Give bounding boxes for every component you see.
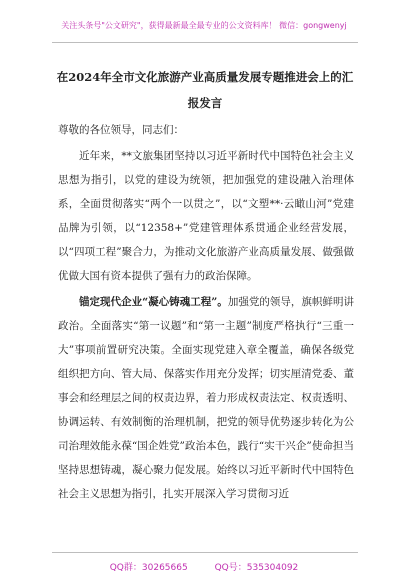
salutation: 尊敬的各位领导，同志们： [58, 124, 184, 136]
paragraph-section-1 [58, 290, 354, 506]
footer [0, 560, 408, 573]
header-divider [52, 42, 358, 43]
section-1-body: 加强党的领导，旗帜鲜明讲政治。全面落实“第一议题”和“第一主题”制度严格执行“三重一大”事项前置研究决策。全面实现党建入章全覆盖，确保各级党组织把方向、管大局、保落实作用充分发挥；切实厘清党委、董事会和经理层之间的权责边界，着力形成权责法定、权责透明、协调运转、有效制衡的治理机制，把党的领导优势逐步转化为公司治理效能永葆“国企姓党”政治本色，践行“实干兴企”使命担当坚持思想铸魂，凝心聚力促发展。始终以习近平新时代中国特色社会主义思想为指引，扎实开展深入学习贯彻习近 [58, 296, 354, 500]
paragraph-intro: 近年来，**文旅集团坚持以习近平新时代中国特色社会主义思想为指引，以党的建设为统领，把加强党的建设融入治理体系，全面贯彻落实“两个一以贯之”，以“文塑**·云瞰山河”党建品牌为引领，以“12358+”党建管理体系贯通企业经营发展，以“四项工程”聚合力，为推动文化旅游产业高质量发展、做强做优做大国有资本提供了强有力的政治保障。 [58, 150, 354, 282]
document-title: 在2024年全市文化旅游产业高质量发展专题推进会上的汇报发言 [56, 70, 354, 110]
header-promo-text: 关注头条号"公文研究"，获得最新最全最专业的公文资料库！ 微信：gongwenyj [61, 21, 347, 30]
section-1-lead: 锚定现代企业“凝心铸魂工程”。 [79, 296, 228, 308]
footer-qq-group: QQ群：30265665 [109, 563, 188, 573]
footer-qq-number: QQ号：535304092 [214, 563, 299, 573]
footer-divider [52, 552, 358, 553]
